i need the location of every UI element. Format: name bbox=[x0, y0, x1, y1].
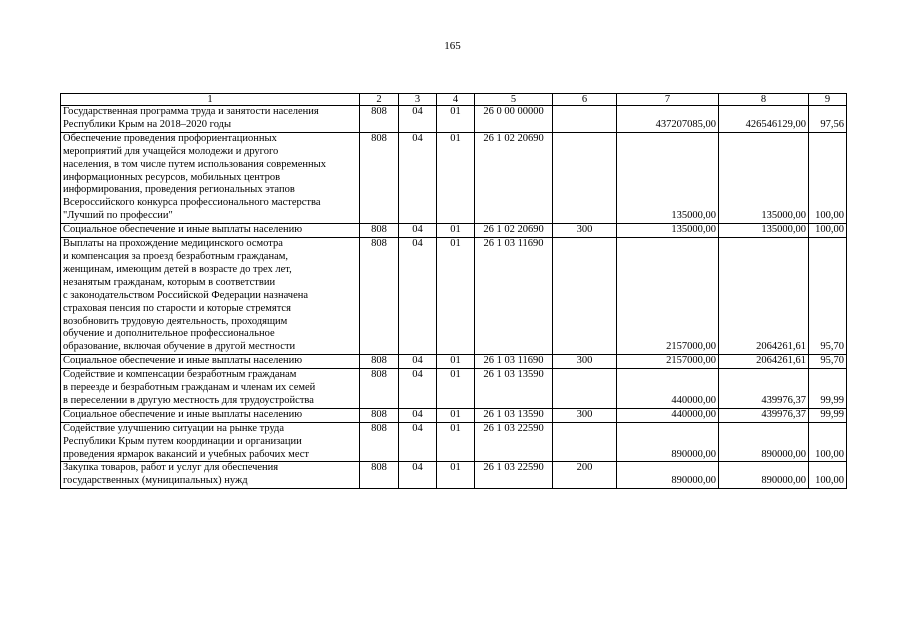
section-code-cell: 04 bbox=[399, 408, 437, 422]
section-code-cell: 04 bbox=[399, 355, 437, 369]
item-name-line: образование, включая обучение в другой местности bbox=[63, 341, 296, 353]
executed-amount-cell: 2064261,61 bbox=[719, 238, 809, 355]
column-header-5: 5 bbox=[475, 94, 553, 106]
item-name-cell bbox=[61, 355, 360, 369]
execution-percent-cell: 95,70 bbox=[809, 238, 847, 355]
expense-type-cell bbox=[553, 106, 617, 133]
item-name-line: страховая пенсия по старости и которые стремятся bbox=[63, 302, 291, 314]
item-name-line: информирования, проведения региональных этапов bbox=[63, 184, 295, 196]
execution-percent-cell: 100,00 bbox=[809, 132, 847, 223]
subsection-code-cell: 01 bbox=[437, 369, 475, 409]
column-header-8: 8 bbox=[719, 94, 809, 106]
column-header-4: 4 bbox=[437, 94, 475, 106]
executed-amount-cell: 890000,00 bbox=[719, 462, 809, 489]
item-name-line: Содействие улучшению ситуации на рынке труда bbox=[63, 422, 285, 434]
column-header-3: 3 bbox=[399, 94, 437, 106]
table-row bbox=[61, 422, 847, 462]
section-code-cell: 04 bbox=[399, 422, 437, 462]
item-name-line: незанятым гражданам, которым в соответствии bbox=[63, 276, 276, 288]
item-name-line: Всероссийского конкурса профессионального мастерства bbox=[63, 197, 321, 209]
item-name-cell bbox=[61, 106, 360, 133]
target-article-cell: 26 1 03 11690 bbox=[475, 238, 553, 355]
ministry-code-cell: 808 bbox=[360, 422, 399, 462]
item-name-cell bbox=[61, 132, 360, 223]
ministry-code-cell: 808 bbox=[360, 462, 399, 489]
executed-amount-cell: 426546129,00 bbox=[719, 106, 809, 133]
ministry-code-cell: 808 bbox=[360, 106, 399, 133]
target-article-cell: 26 1 03 22590 bbox=[475, 462, 553, 489]
subsection-code-cell: 01 bbox=[437, 422, 475, 462]
item-name-line: мероприятий для учащейся молодежи и другого bbox=[63, 145, 279, 157]
section-code-cell: 04 bbox=[399, 132, 437, 223]
item-name-line: Закупка товаров, работ и услуг для обеспечения bbox=[63, 462, 279, 474]
executed-amount-cell: 439976,37 bbox=[719, 408, 809, 422]
table-row bbox=[61, 462, 847, 489]
item-name-line: Государственная программа труда и занятости населения bbox=[63, 106, 319, 117]
executed-amount-cell: 135000,00 bbox=[719, 132, 809, 223]
execution-percent-cell: 100,00 bbox=[809, 224, 847, 238]
column-header-9: 9 bbox=[809, 94, 847, 106]
target-article-cell: 26 1 03 13590 bbox=[475, 408, 553, 422]
section-code-cell: 04 bbox=[399, 369, 437, 409]
target-article-cell: 26 1 03 13590 bbox=[475, 369, 553, 409]
item-name-line: женщинам, имеющим детей в возрасте до трех лет, bbox=[63, 263, 292, 275]
planned-amount-cell: 890000,00 bbox=[617, 422, 719, 462]
item-name-line: Социальное обеспечение и иные выплаты населению bbox=[63, 224, 303, 236]
item-name-line: Республики Крым на 2018–2020 годы bbox=[63, 118, 232, 130]
ministry-code-cell: 808 bbox=[360, 355, 399, 369]
item-name-line: Обеспечение проведения профориентационных bbox=[63, 132, 277, 144]
execution-percent-cell: 99,99 bbox=[809, 369, 847, 409]
target-article-cell: 26 1 03 22590 bbox=[475, 422, 553, 462]
executed-amount-cell: 890000,00 bbox=[719, 422, 809, 462]
section-code-cell: 04 bbox=[399, 462, 437, 489]
subsection-code-cell: 01 bbox=[437, 106, 475, 133]
planned-amount-cell: 2157000,00 bbox=[617, 238, 719, 355]
expense-type-cell: 300 bbox=[553, 355, 617, 369]
execution-percent-cell: 100,00 bbox=[809, 462, 847, 489]
expense-type-cell bbox=[553, 238, 617, 355]
target-article-cell: 26 0 00 00000 bbox=[475, 106, 553, 133]
item-name-line: в переезде и безработным гражданам и членам их семей bbox=[63, 382, 316, 394]
subsection-code-cell: 01 bbox=[437, 238, 475, 355]
execution-percent-cell: 95,70 bbox=[809, 355, 847, 369]
ministry-code-cell: 808 bbox=[360, 408, 399, 422]
executed-amount-cell: 135000,00 bbox=[719, 224, 809, 238]
item-name-cell bbox=[61, 238, 360, 355]
expense-type-cell bbox=[553, 132, 617, 223]
execution-percent-cell: 99,99 bbox=[809, 408, 847, 422]
ministry-code-cell: 808 bbox=[360, 132, 399, 223]
item-name-cell bbox=[61, 224, 360, 238]
subsection-code-cell: 01 bbox=[437, 355, 475, 369]
planned-amount-cell: 2157000,00 bbox=[617, 355, 719, 369]
section-code-cell: 04 bbox=[399, 106, 437, 133]
table-row bbox=[61, 408, 847, 422]
item-name-line: населения, в том числе путем использования современных bbox=[63, 158, 326, 170]
column-header-2: 2 bbox=[360, 94, 399, 106]
table-row bbox=[61, 238, 847, 355]
table-row bbox=[61, 132, 847, 223]
planned-amount-cell: 135000,00 bbox=[617, 224, 719, 238]
planned-amount-cell: 440000,00 bbox=[617, 369, 719, 409]
table-row bbox=[61, 106, 847, 133]
item-name-line: с законодательством Российской Федерации назначена bbox=[63, 289, 309, 301]
execution-percent-cell: 100,00 bbox=[809, 422, 847, 462]
ministry-code-cell: 808 bbox=[360, 369, 399, 409]
header-row bbox=[61, 94, 847, 106]
item-name-line: проведения ярмарок вакансий и учебных рабочих мест bbox=[63, 448, 309, 460]
column-header-1: 1 bbox=[61, 94, 360, 106]
target-article-cell: 26 1 03 11690 bbox=[475, 355, 553, 369]
target-article-cell: 26 1 02 20690 bbox=[475, 132, 553, 223]
expense-type-cell bbox=[553, 422, 617, 462]
item-name-line: информационных ресурсов, мобильных центров bbox=[63, 171, 281, 183]
section-code-cell: 04 bbox=[399, 238, 437, 355]
expense-type-cell: 300 bbox=[553, 408, 617, 422]
budget-table bbox=[60, 93, 847, 489]
page-number: 165 bbox=[444, 40, 461, 52]
table-row bbox=[61, 369, 847, 409]
column-header-6: 6 bbox=[553, 94, 617, 106]
item-name-cell bbox=[61, 408, 360, 422]
execution-percent-cell: 97,56 bbox=[809, 106, 847, 133]
item-name-line: и компенсация за проезд безработным гражданам, bbox=[63, 250, 289, 262]
ministry-code-cell: 808 bbox=[360, 224, 399, 238]
planned-amount-cell: 440000,00 bbox=[617, 408, 719, 422]
expense-type-cell: 200 bbox=[553, 462, 617, 489]
expense-type-cell: 300 bbox=[553, 224, 617, 238]
ministry-code-cell: 808 bbox=[360, 238, 399, 355]
item-name-line: государственных (муниципальных) нужд bbox=[63, 475, 248, 487]
item-name-line: Социальное обеспечение и иные выплаты населению bbox=[63, 355, 303, 367]
executed-amount-cell: 2064261,61 bbox=[719, 355, 809, 369]
column-header-7: 7 bbox=[617, 94, 719, 106]
executed-amount-cell: 439976,37 bbox=[719, 369, 809, 409]
item-name-line: Выплаты на прохождение медицинского осмотра bbox=[63, 238, 283, 250]
subsection-code-cell: 01 bbox=[437, 224, 475, 238]
item-name-line: обучение и дополнительное профессиональное bbox=[63, 328, 275, 340]
item-name-line: "Лучший по профессии" bbox=[63, 210, 173, 222]
table-body bbox=[61, 106, 847, 489]
target-article-cell: 26 1 02 20690 bbox=[475, 224, 553, 238]
table-row bbox=[61, 224, 847, 238]
planned-amount-cell: 135000,00 bbox=[617, 132, 719, 223]
subsection-code-cell: 01 bbox=[437, 132, 475, 223]
table-row bbox=[61, 355, 847, 369]
item-name-line: возобновить трудовую деятельность, проходящим bbox=[63, 315, 288, 327]
item-name-cell bbox=[61, 369, 360, 409]
subsection-code-cell: 01 bbox=[437, 408, 475, 422]
subsection-code-cell: 01 bbox=[437, 462, 475, 489]
expense-type-cell bbox=[553, 369, 617, 409]
item-name-line: Содействие и компенсации безработным гражданам bbox=[63, 369, 297, 381]
planned-amount-cell: 437207085,00 bbox=[617, 106, 719, 133]
item-name-line: в переселении в другую местность для трудоустройства bbox=[63, 394, 314, 406]
section-code-cell: 04 bbox=[399, 224, 437, 238]
item-name-line: Республики Крым путем координации и организации bbox=[63, 435, 302, 447]
planned-amount-cell: 890000,00 bbox=[617, 462, 719, 489]
item-name-cell bbox=[61, 422, 360, 462]
item-name-cell bbox=[61, 462, 360, 489]
item-name-line: Социальное обеспечение и иные выплаты населению bbox=[63, 408, 303, 420]
